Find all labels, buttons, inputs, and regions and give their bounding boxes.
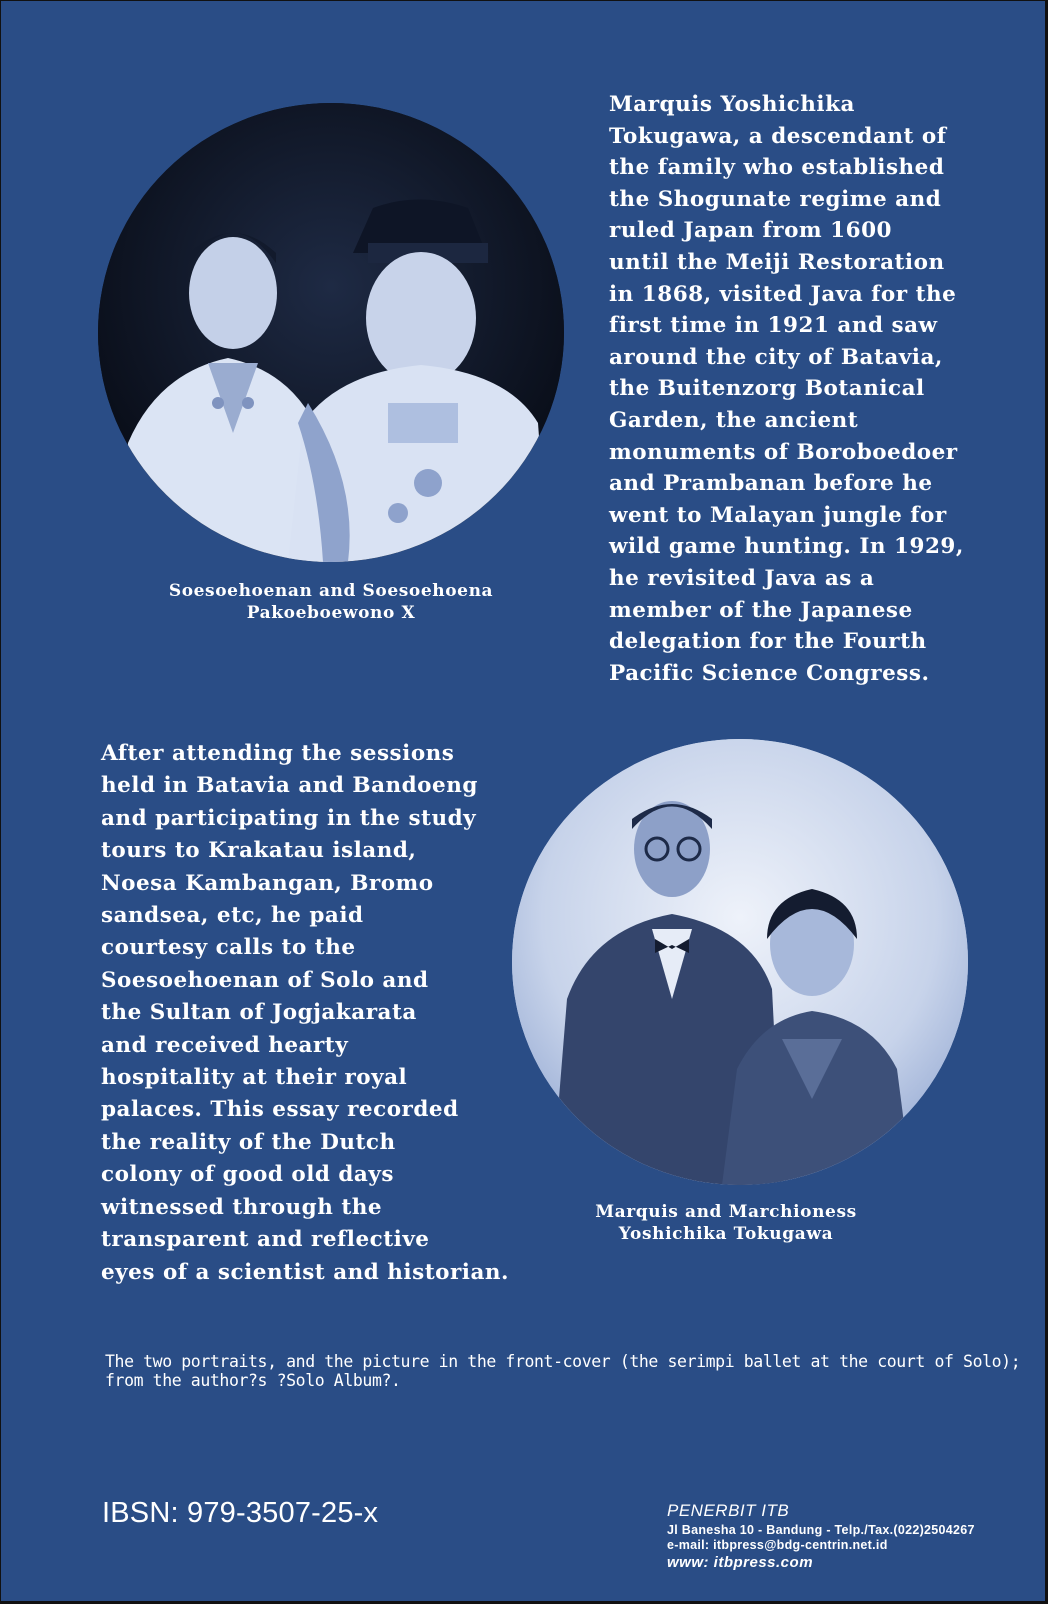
publisher-address: Jl Banesha 10 - Bandung - Telp./Tax.(022)2504267 — [667, 1523, 975, 1537]
text-line: Garden, the ancient — [609, 407, 859, 433]
text-line: witnessed through the — [101, 1194, 383, 1220]
text-line: transparent and reflective — [101, 1227, 430, 1253]
note-line: from the author?s ?Solo Album?. — [105, 1371, 401, 1390]
caption-line: Marquis and Marchioness — [595, 1202, 857, 1222]
text-line: and Prambanan before he — [609, 471, 933, 497]
text-line: the family who established — [609, 155, 945, 181]
portrait-royal-couple — [98, 103, 564, 562]
text-line: eyes of a scientist and historian. — [101, 1259, 510, 1285]
text-line: After attending the sessions — [101, 741, 455, 766]
text-line: courtesy calls to the — [101, 935, 356, 961]
publisher-website: www: itbpress.com — [667, 1554, 814, 1571]
text-line: Soesoehoenan of Solo and — [101, 967, 429, 993]
caption-line: Soesoehoenan and Soesoehoena — [168, 581, 494, 601]
caption-line: Yoshichika Tokugawa — [618, 1224, 834, 1244]
text-line: monuments of Boroboedoer — [609, 439, 958, 465]
caption-marquis-couple — [591, 1201, 861, 1245]
marquis-couple-illustration — [512, 739, 968, 1185]
caption-line: Pakoeboewono X — [246, 603, 416, 623]
text-line: until the Meiji Restoration — [609, 249, 945, 275]
text-line: colony of good old days — [101, 1162, 394, 1188]
text-line: went to Malayan jungle for — [609, 502, 947, 528]
portrait-marquis-couple — [512, 739, 968, 1185]
photo-credit-note — [105, 1352, 1021, 1390]
publisher-email: e-mail: itbpress@bdg-centrin.net.id — [667, 1538, 888, 1552]
text-line: around the city of Batavia, — [609, 344, 943, 370]
intro-text — [609, 89, 964, 689]
text-line: Tokugawa, a descendant of — [609, 123, 947, 149]
text-line: sandsea, etc, he paid — [101, 903, 364, 929]
text-line: Pacific Science Congress. — [609, 660, 930, 686]
text-line: in 1868, visited Java for the — [609, 281, 957, 307]
text-line: first time in 1921 and saw — [609, 313, 938, 339]
text-line: the Shogunate regime and — [609, 186, 942, 212]
text-line: delegation for the Fourth — [609, 629, 927, 655]
text-line: wild game hunting. In 1929, — [609, 534, 964, 560]
note-line: The two portraits, and the picture in the front-cover (the serimpi ballet at the court of Solo); — [105, 1352, 1021, 1371]
text-line: the Sultan of Jogjakarata — [101, 1000, 417, 1026]
caption-royal-couple — [161, 580, 501, 624]
isbn: IBSN: 979-3507-25-x — [102, 1497, 379, 1529]
text-line: palaces. This essay recorded — [101, 1097, 459, 1123]
text-line: he revisited Java as a — [609, 565, 875, 591]
text-line: hospitality at their royal — [101, 1065, 408, 1091]
visit-text — [101, 738, 509, 1289]
royal-couple-illustration — [98, 103, 564, 562]
text-line: Noesa Kambangan, Bromo — [101, 870, 434, 896]
text-line: ruled Japan from 1600 — [609, 218, 892, 244]
text-line: and received hearty — [101, 1032, 349, 1058]
publisher-block — [667, 1501, 975, 1571]
text-line: tours to Krakatau island, — [101, 838, 417, 864]
text-line: the Buitenzorg Botanical — [609, 376, 925, 402]
text-line: held in Batavia and Bandoeng — [101, 773, 478, 799]
publisher-name: PENERBIT ITB — [667, 1501, 790, 1520]
text-line: Marquis Yoshichika — [609, 92, 855, 117]
text-line: the reality of the Dutch — [101, 1129, 396, 1155]
text-line: and participating in the study — [101, 805, 477, 831]
text-line: member of the Japanese — [609, 597, 913, 623]
